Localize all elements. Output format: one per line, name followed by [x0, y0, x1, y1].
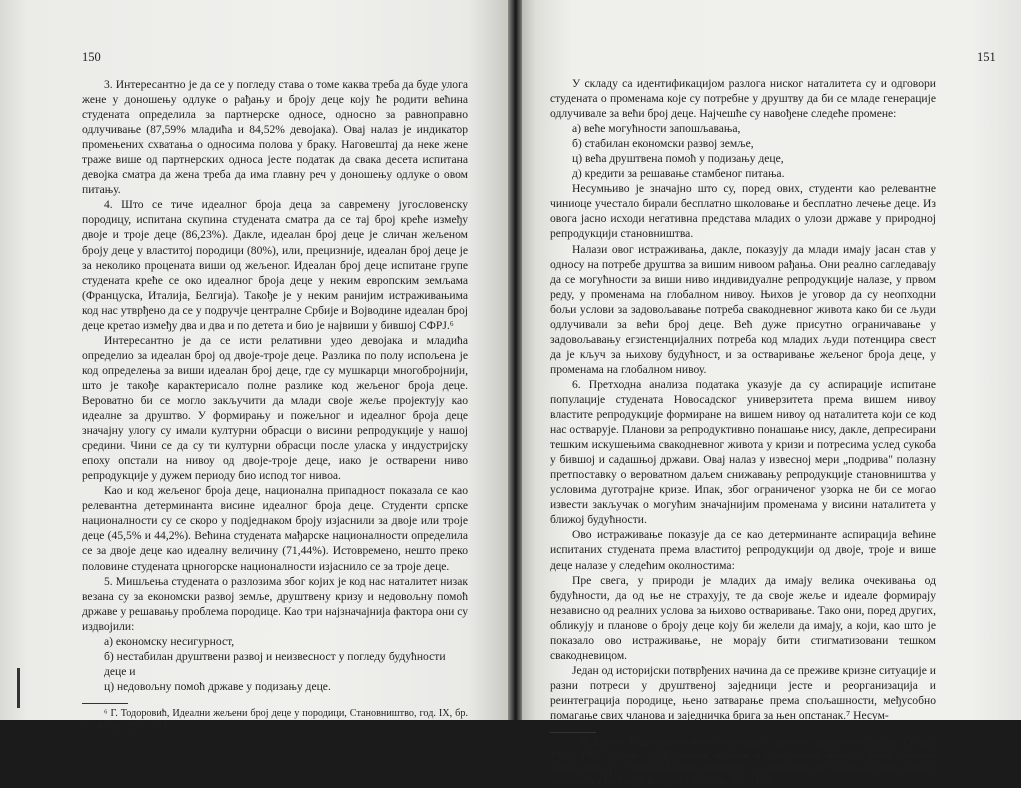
paragraph: 3. Интересантно је да се у погледу става о томе каква треба да буде улога жене у доношењу одлуке о рађању и броју деце коју ће родити већина студената определила за партнерске односе, односно за равноправно одлучивање (87,59% младића и 84,52% девојака). Овај налаз је индикатор промењених схватања о односима полова у браку. Наговештај да неке жене траже више од партнерских односа јесте податак да свака десета испитана девојка сматра да жена треба да има главну реч у доношењу одлуке о овом питању.: [82, 78, 468, 197]
footnote: ⁷ А. Милић, Свакодневни живот породице у вртлогу друштвеног расула: Србија, 1991—1995. година, у: Друштвене промене и свакодневни живот: Србија почетком деведесетих, ур. Силвано Болчић, Институт за социолошка истраживања Филозофског факултета у Београду, Београд 1995, стр. 160—179.: [550, 737, 936, 788]
paragraph: Несумњиво је значајно што су, поред ових, студенти као релевантне чиниоце учестало бирали бесплатно школовање и бесплатно лечење деце. Из овога јасно исходи негативна представа младих о улози државе у природној репродукцији становништва.: [550, 182, 936, 241]
paragraph: Интересантно је да се исти релативни удео девојака и младића определио за идеалан број од двоје-троје деце. Разлика по полу испољена је код определења за виши идеалан број деце, где су мушкарци многобројнији, што је такође карактерисало полне разлике код жељеног броја деце. Вероватно би се могло закључити да млади своје жеље пројектују као идеалне за друштво. У формирању и пожељног и идеалног броја деце значајну улогу су имали културни обрасци о висини репродукције у нашој средини. Чини се да су ти културни обрасци после уласка у индустријску епоху опстали на нивоу од двоје-троје деце, иако је остварени ниво репродукције у дужем периоду био испод тог нивоа.: [82, 333, 468, 483]
page-edge-mark: [17, 668, 20, 708]
paragraph: Као и код жељеног броја деце, национална припадност показала се као релевантна детерминанта висине идеалног броја деце. Студенти српске националности су се скоро у подједнаком броју изјаснили за двоје или троје деце (45,5% и 44,2%). Већина студената мађарске националности определила се за двоје деце као идеалну величину (71,44%). Истовремено, нешто преко половине студената црногорске националности изјаснило се за троје деце.: [82, 484, 468, 573]
page-number: 150: [82, 50, 101, 64]
paragraph: 5. Мишљења студената о разлозима због којих је код нас наталитет низак везана су за економски развој земље, друштвену кризу и недовољну помоћ државе у решавању проблема породице. Као три најзначајнија фактора они су издвојили:: [82, 574, 468, 633]
right-page: [522, 0, 1021, 788]
list-item: б) стабилан економски развој земље,: [572, 137, 754, 151]
footnote: ⁶ Г. Тодоровић, Идеални жељени број деце у породици, Становништво, год. IX, бр. 3—4, стр. 297—311.: [82, 707, 468, 732]
list-item: д) кредити за решавање стамбеног питања.: [572, 167, 785, 181]
page-number: 151: [977, 50, 996, 64]
left-text-column: [82, 77, 468, 733]
book-gutter: [508, 0, 522, 720]
list-item: ц) већа друштвена помоћ у подизању деце,: [572, 152, 784, 166]
paragraph: Један од историјски потврђених начина да се преживе кризне ситуације и разни потреси у друштвеној заједници јесте и реорганизација и реинтеграција породице, њено затварање према спољашности, међусобно помагање свих чланова и заједничка брига за њен опстанак.⁷ Несум-: [550, 663, 936, 722]
paragraph: Ово истраживање показује да се као детерминанте аспирација већине испитаних студената према властитој репродукцији од двоје, троје и више деце налазе у следећим околностима:: [550, 528, 936, 572]
paragraph: У складу са идентификацијом разлога ниског наталитета су и одговори студената о променама које су потребне у друштву да би се младе генерације одлучивале за већи број деце. Најчешће су навођене следеће промене:: [550, 77, 936, 121]
footnote-divider: [550, 732, 596, 733]
footnote-divider: [82, 703, 128, 704]
list-item: а) економску несигурност,: [104, 634, 235, 648]
right-text-column: [550, 76, 936, 788]
paragraph: 4. Што се тиче идеалног броја деца за савремену југословенску породицу, испитана скупина студената сматра да се тај број креће између двоје и троје деце (86,23%). Дакле, идеалан број деце је сличан жељеном броју деце у властитој породици (80%), или, прецизније, идеалан број деце је за неколико процената виши од жељеног. Идеалан број деце испитане групе студената креће се око идеалног броја деце у неким европским земљама (Француска, Италија, Белгија). Такође је у неким ранијим истраживањима код нас утврђено да се у подручје централне Србије и Војводине идеалан број деце кретао између два и два и по детета и био је највиши у бившој СФРЈ.⁶: [82, 198, 468, 332]
left-page: [0, 0, 508, 732]
paragraph: 6. Претходна анализа података указује да су аспирације испитане популације студената Новосадског универзитета према вишем нивоу властите репродукције формиране на вишем нивоу од наталитета који се код нас остварује. Планови за репродуктивно понашање нису, дакле, депресирани тешким искушењима свакодневног живота у кризи и потресима услед сукоба у бившој и садашњој држави. Овај налаз у извесној мери „подрива" полазну претпоставку о вероватном даљем снижавању репродукције становништва у условима дуготрајне кризе. Ипак, због ограниченог узорка не би се могао извести закључак о могућим значајнијим променама у висини наталитета у ближој будућности.: [550, 377, 936, 527]
list-item: а) веће могућности запошљавања,: [572, 122, 741, 136]
paragraph: Пре свега, у природи је младих да имају велика очекивања од будућности, да од ње не страхују, те да своје жеље и идеале формирају независно од реалних услова за њихово остваривање. Тако они, поред других, обликују и планове о броју деце коју би желели да имају, а који, као што је показало ово истраживање, не морају бити стигматизовани тешком свакодневицом.: [550, 573, 936, 662]
list-item: ц) недовољну помоћ државе у подизању деце.: [104, 679, 331, 693]
paragraph: Налази овог истраживања, дакле, показују да млади имају јасан став у односу на потребе друштва за вишим нивоом рађања. Они реално сагледавају да се могућности за виши ниво индивидуалне репродукције налазе, у првом реду, у променама на глобалном нивоу. Њихов је уговор да су неопходни бољи услови за задовољавање потреба свакодневног живота како би се људи одлучивали за већи број деце. Већ дуже присутно ограничавање у задовољавању егзистенцијалних потреба код младих људи потенцира свест да је кључ за њихову будућност, и за остваривање жељеног броја деце, у променама на глобалном нивоу.: [550, 242, 936, 376]
list-item: б) нестабилан друштвени развој и неизвесност у погледу будућности деце и: [104, 649, 446, 678]
